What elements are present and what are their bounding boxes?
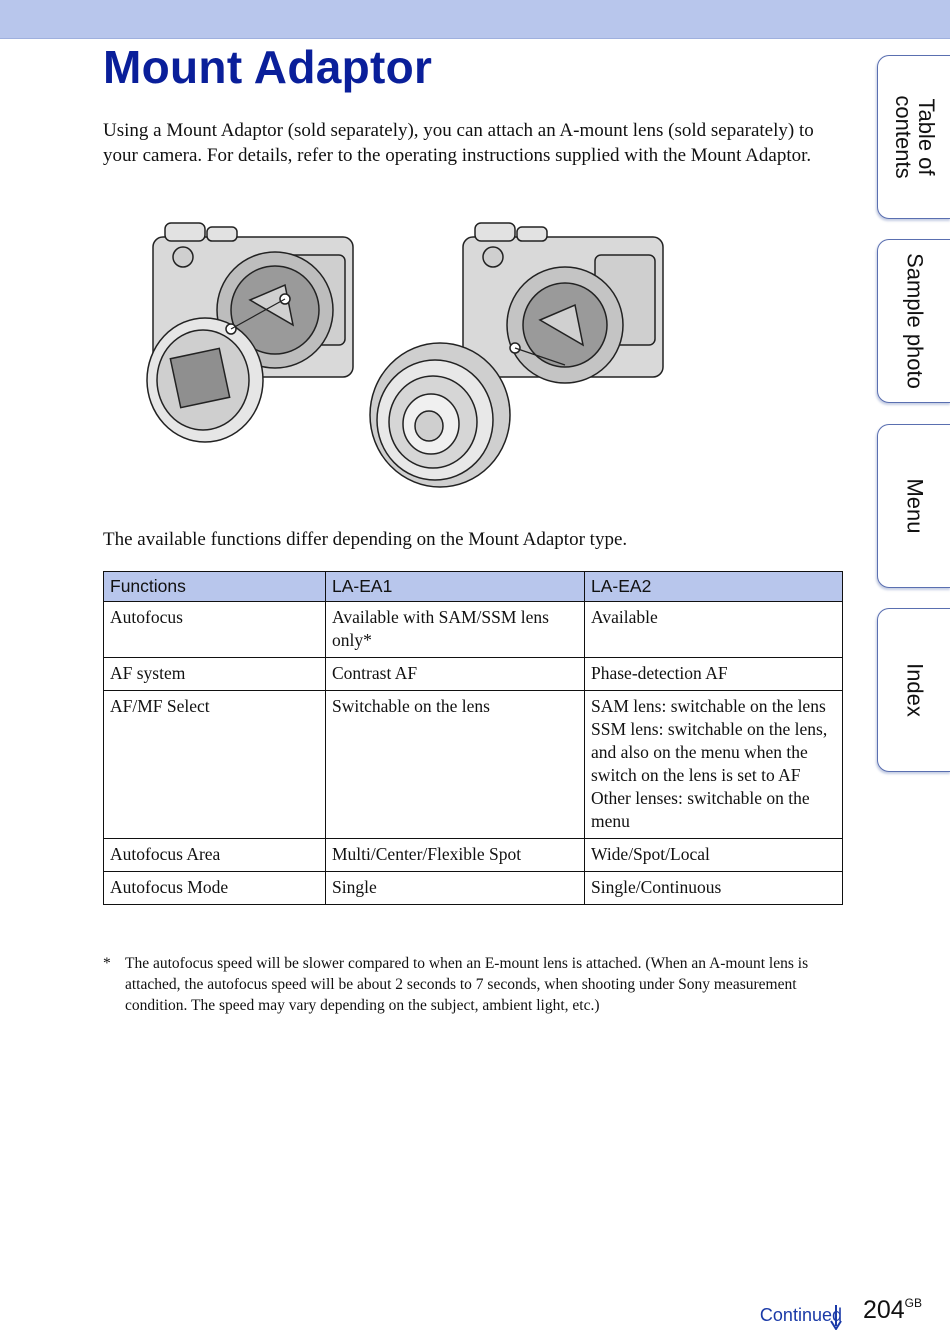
cell-line: Other lenses: switchable on the menu xyxy=(591,788,810,831)
table-cell: Phase-detection AF xyxy=(585,658,843,691)
table-row xyxy=(104,691,843,839)
table-row xyxy=(104,602,843,658)
table-header-row xyxy=(104,572,843,602)
functions-differ-text: The available functions differ depending on the Mount Adaptor type. xyxy=(103,529,628,550)
tab-label: Table of contents xyxy=(890,95,939,179)
page-number-suffix: GB xyxy=(904,1296,922,1310)
header-functions: Functions xyxy=(104,572,326,602)
table-cell: Multi/Center/Flexible Spot xyxy=(326,839,585,872)
table-cell: AF/MF Select xyxy=(104,691,326,839)
header-la-ea2: LA-EA2 xyxy=(585,572,843,602)
mount-adaptor-illustration xyxy=(135,215,675,490)
tab-index[interactable] xyxy=(877,608,950,772)
table-cell: Single/Continuous xyxy=(585,872,843,905)
tab-label: Menu xyxy=(902,478,927,534)
cell-line: SAM lens: switchable on the lens xyxy=(591,696,826,716)
continued-link[interactable]: Continued xyxy=(759,1305,842,1325)
table-cell-multiline xyxy=(585,691,843,839)
table-cell: Available with SAM/SSM lens only* xyxy=(326,602,585,658)
table-cell: Wide/Spot/Local xyxy=(585,839,843,872)
cell-line: SSM lens: switchable on the lens, and also on the menu when the switch on the lens is set to AF xyxy=(591,719,828,785)
page-title: Mount Adaptor xyxy=(103,41,433,93)
table-cell: Available xyxy=(585,602,843,658)
table-cell: Single xyxy=(326,872,585,905)
top-banner xyxy=(0,0,950,39)
table-cell: Switchable on the lens xyxy=(326,691,585,839)
tab-menu[interactable] xyxy=(877,424,950,588)
header-la-ea1: LA-EA1 xyxy=(326,572,585,602)
table-cell: Autofocus Mode xyxy=(104,872,326,905)
table-cell: Contrast AF xyxy=(326,658,585,691)
functions-table xyxy=(103,571,843,905)
footnote xyxy=(103,953,843,1016)
tab-table-of-contents[interactable] xyxy=(877,55,950,219)
table-row xyxy=(104,872,843,905)
tab-label: Index xyxy=(902,663,927,717)
table-cell: Autofocus xyxy=(104,602,326,658)
arrow-down-icon xyxy=(830,1304,842,1330)
footnote-mark: * xyxy=(103,955,111,972)
tab-sample-photo[interactable] xyxy=(877,239,950,403)
table-row xyxy=(104,839,843,872)
tab-label: Sample photo xyxy=(902,253,927,389)
page-number: $204^{GB}$ xyxy=(862,1296,922,1324)
table-cell: AF system xyxy=(104,658,326,691)
table-row xyxy=(104,658,843,691)
table-cell: Autofocus Area xyxy=(104,839,326,872)
intro-paragraph: Using a Mount Adaptor (sold separately), you can attach an A-mount lens (sold separately) to your camera. For details, refer to the operating instructions supplied with the Mount Adaptor. xyxy=(103,120,814,166)
footnote-text: The autofocus speed will be slower compared to when an E-mount lens is attached. (When an A-mount lens is attached, the autofocus speed will be about 2 seconds to 7 seconds, when shooting under Sony measurement condition. The speed may vary depending on the subject, ambient light, etc.) xyxy=(125,955,809,1014)
